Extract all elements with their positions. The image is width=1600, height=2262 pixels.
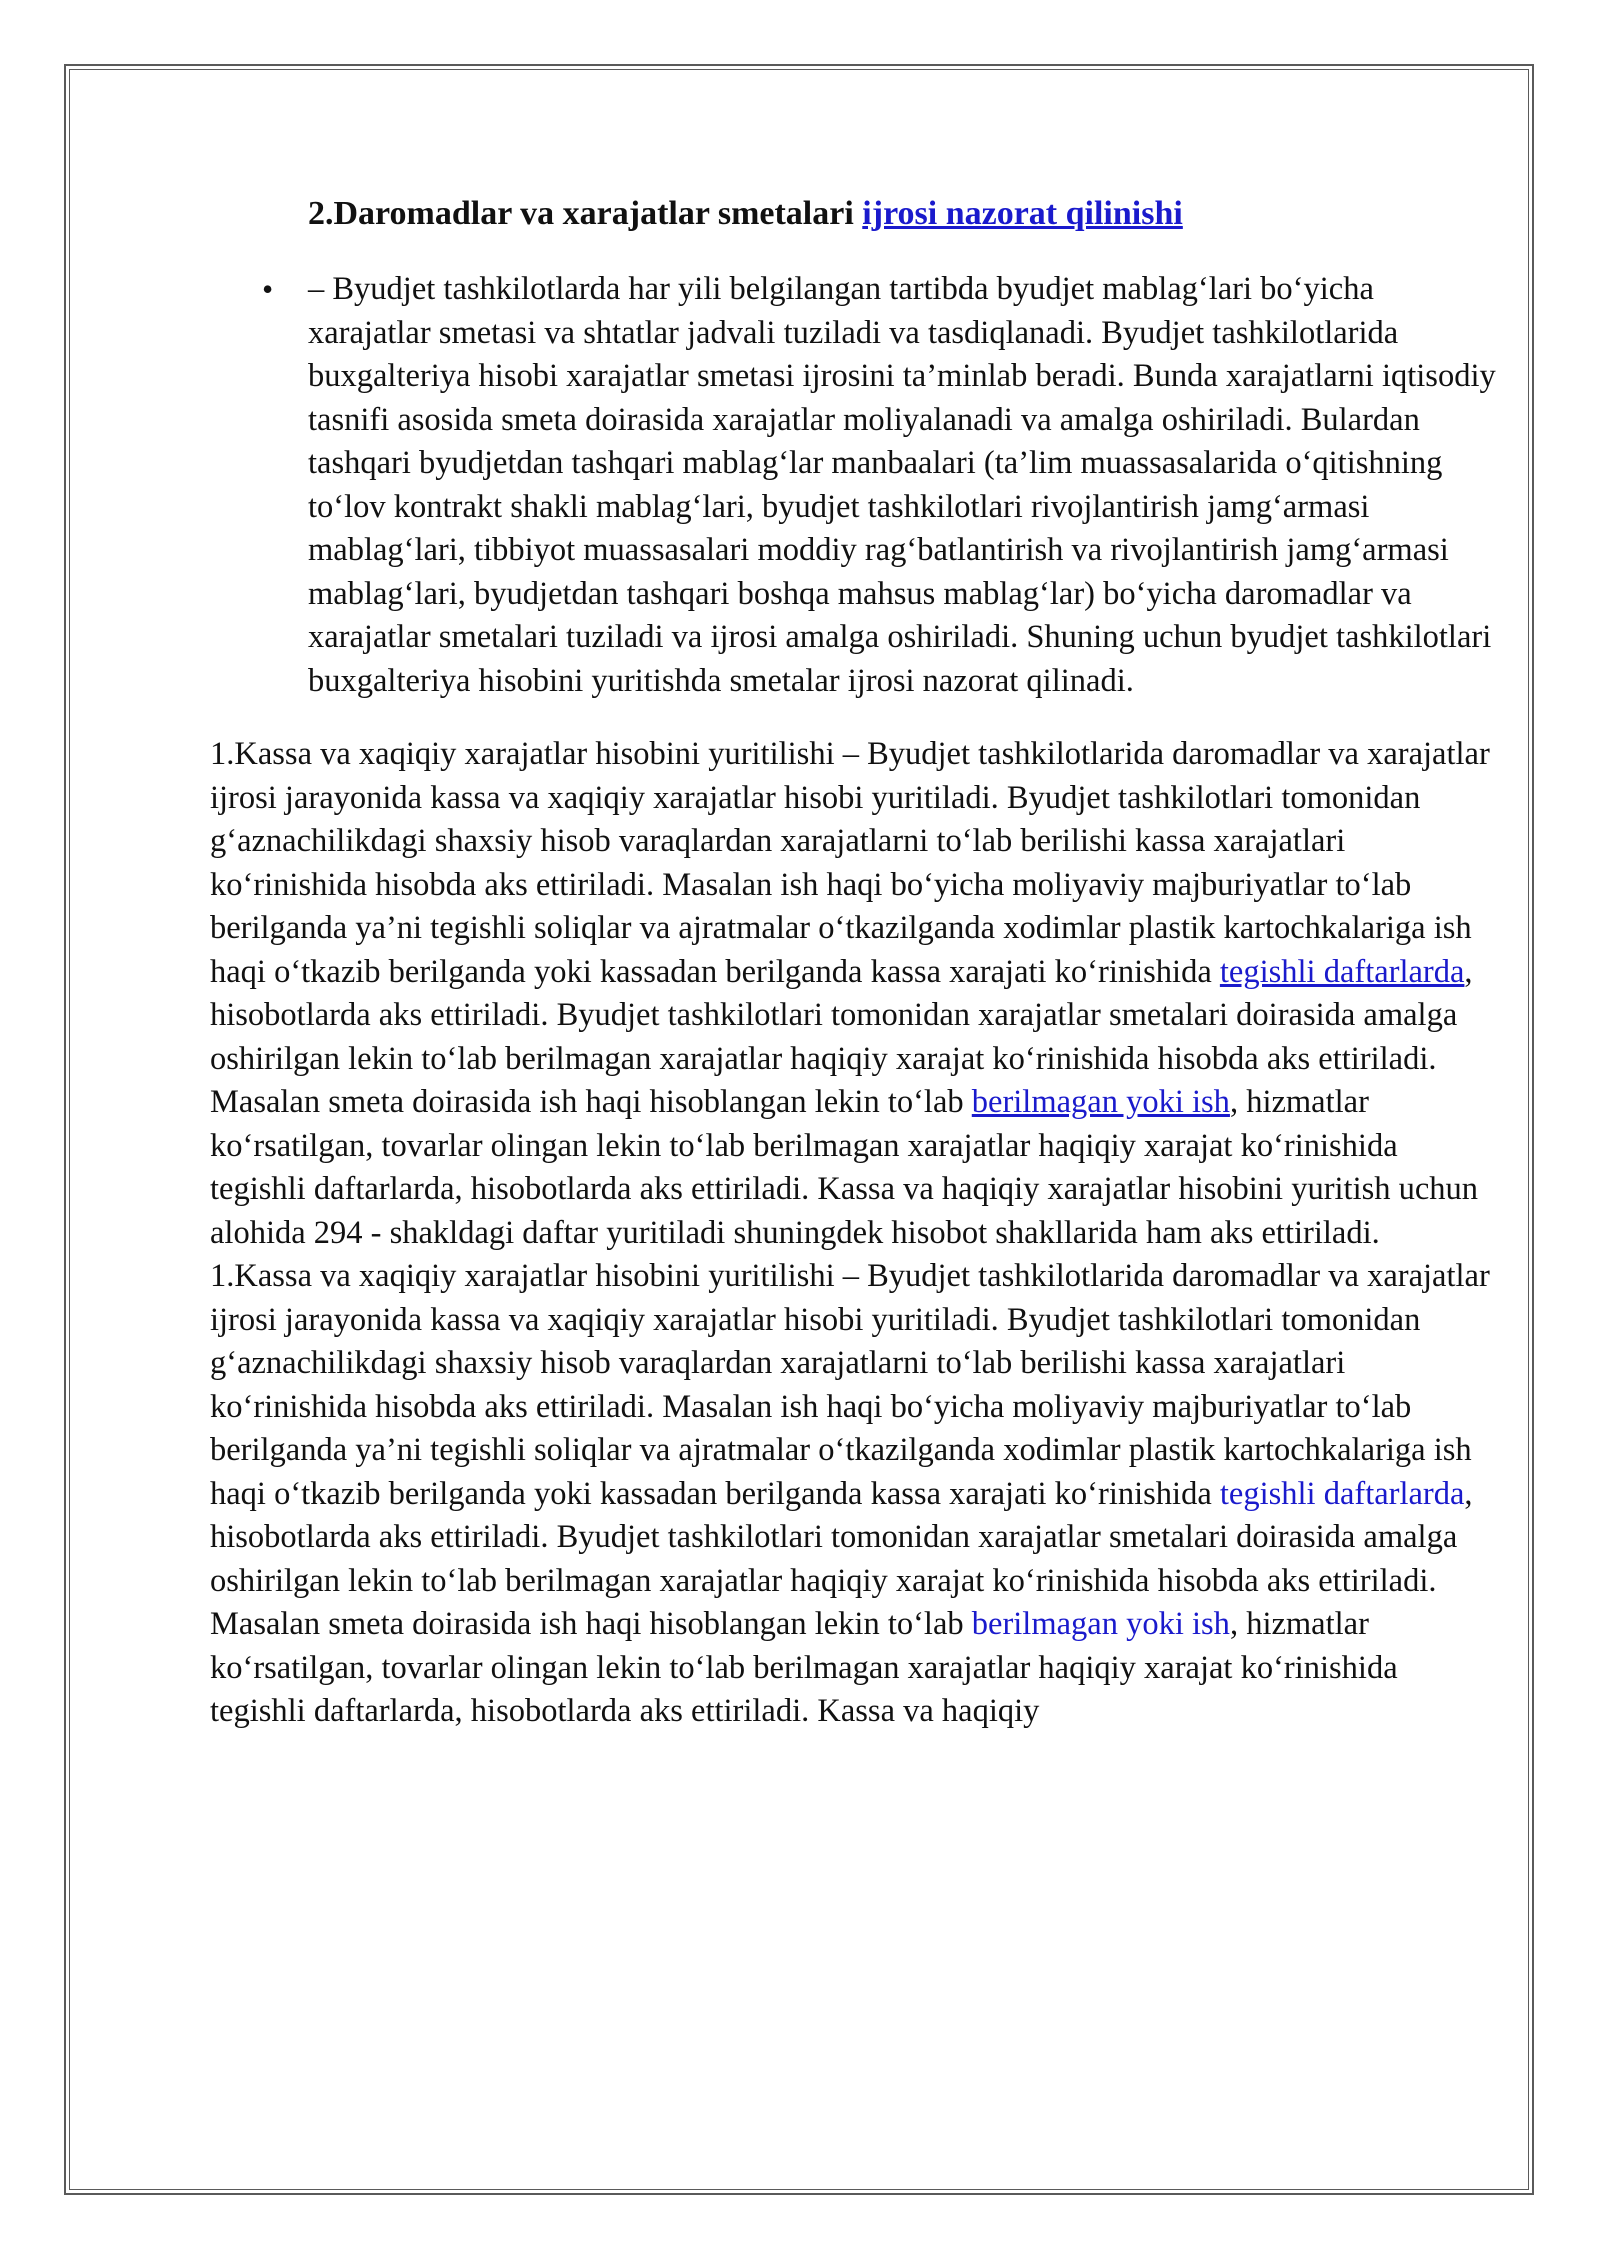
heading-link[interactable]: ijrosi nazorat qilinishi xyxy=(862,195,1183,232)
bullet-text: – Byudjet tashkilotlarda har yili belgilangan tartibda byudjet mablag‘lari bo‘yicha xarajatlar smetasi va shtatlar jadvali tuziladi va tasdiqlanadi. Byudjet tashkilotlarida buxgalteriya hisobi xarajatlar smetasi ijrosini ta’minlab beradi. Bunda xarajatlarni iqtisodiy tasnifi asosida smeta doirasida xarajatlar moliyalanadi va amalga oshiriladi. Bulardan tashqari byudjetdan tashqari mablag‘lar manbaalari (ta’lim muassasalarida o‘qitishning to‘lov kontrakt shakli mablag‘lari, byudjet tashkilotlari rivojlantirish jamg‘armasi mablag‘lari, tibbiyot muassasalari moddiy rag‘batlantirish va rivojlantirish jamg‘armasi mablag‘lari, byudjetdan tashqari boshqa mahsus mablag‘lar) bo‘yicha daromadlar va xarajatlar smetalari tuziladi va ijrosi amalga oshiriladi. Shuning uchun byudjet tashkilotlari buxgalteriya hisobini yuritishda smetalar ijrosi nazorat qilinadi. xyxy=(308,271,1496,699)
paragraph-2-text-a: 1.Kassa va xaqiqiy xarajatlar hisobini yuritilishi – Byudjet tashkilotlarida daromadlar va xarajatlar ijrosi jarayonida kassa va xaqiqiy xarajatlar hisobi yuritiladi. Byudjet tashkilotlari tomonidan g‘aznachilikdagi shaxsiy hisob varaqlardan xarajatlarni to‘lab berilishi kassa xarajatlari ko‘rinishida hisobda aks ettiriladi. Masalan ish haqi bo‘yicha moliyaviy majburiyatlar to‘lab berilganda ya’ni tegishli soliqlar va ajratmalar o‘tkazilganda xodimlar plastik kartochkalariga ish haqi o‘tkazib berilganda yoki kassadan berilganda kassa xarajati ko‘rinishida xyxy=(210,1258,1490,1512)
document-body xyxy=(210,190,1500,1734)
section-heading xyxy=(308,190,1500,238)
paragraph-kassa-2 xyxy=(210,1255,1500,1734)
highlight-berilmagan-yoki-ish: berilmagan yoki ish xyxy=(971,1606,1230,1642)
paragraph-kassa-1 xyxy=(210,733,1500,1255)
highlight-tegishli-daftarlarda: tegishli daftarlarda xyxy=(1219,1475,1465,1512)
bullet-item xyxy=(262,268,1500,703)
bullet-icon: • xyxy=(262,271,274,307)
bullet-list xyxy=(210,268,1500,703)
paragraph-1-text-b: , hisobotlarda aks ettiriladi. Byudjet tashkilotlari tomonidan xarajatlar smetalari doirasida amalga oshirilgan lekin to‘lab berilmagan xarajatlar haqiqiy xarajat ko‘rinishida hisobda aks ettiriladi. Masalan smeta doirasida ish haqi hisoblangan lekin to‘lab xyxy=(210,953,1473,1120)
paragraph-1-text-a: 1.Kassa va xaqiqiy xarajatlar hisobini yuritilishi – Byudjet tashkilotlarida daromadlar va xarajatlar ijrosi jarayonida kassa va xaqiqiy xarajatlar hisobi yuritiladi. Byudjet tashkilotlari tomonidan g‘aznachilikdagi shaxsiy hisob varaqlardan xarajatlarni to‘lab berilishi kassa xarajatlari ko‘rinishida hisobda aks ettiriladi. Masalan ish haqi bo‘yicha moliyaviy majburiyatlar to‘lab berilganda ya’ni tegishli soliqlar va ajratmalar o‘tkazilganda xodimlar plastik kartochkalariga ish haqi o‘tkazib berilganda yoki kassadan berilganda kassa xarajati ko‘rinishida xyxy=(210,736,1490,990)
paragraph-1-text-c: , hizmatlar ko‘rsatilgan, tovarlar olingan lekin to‘lab berilmagan xarajatlar haqiqiy xarajat ko‘rinishida tegishli daftarlarda, hisobotlarda aks ettiriladi. Kassa va haqiqiy xarajatlar hisobini yuritish uchun alohida 294 - shakldagi daftar yuritiladi shuningdek hisobot shakllarida ham aks ettiriladi. xyxy=(210,1084,1479,1251)
link-tegishli-daftarlarda[interactable]: tegishli daftarlarda xyxy=(1219,953,1465,990)
paragraph-2-text-c: , hizmatlar ko‘rsatilgan, tovarlar olingan lekin to‘lab berilmagan xarajatlar haqiqiy xarajat ko‘rinishida tegishli daftarlarda, hisobotlarda aks ettiriladi. Kassa va haqiqiy xyxy=(210,1606,1398,1729)
heading-text: 2.Daromadlar va xarajatlar smetalari xyxy=(308,195,863,232)
link-berilmagan-yoki-ish[interactable]: berilmagan yoki ish xyxy=(971,1084,1230,1120)
paragraph-2-text-b: , hisobotlarda aks ettiriladi. Byudjet tashkilotlari tomonidan xarajatlar smetalari doirasida amalga oshirilgan lekin to‘lab berilmagan xarajatlar haqiqiy xarajat ko‘rinishida hisobda aks ettiriladi. Masalan smeta doirasida ish haqi hisoblangan lekin to‘lab xyxy=(210,1475,1473,1642)
